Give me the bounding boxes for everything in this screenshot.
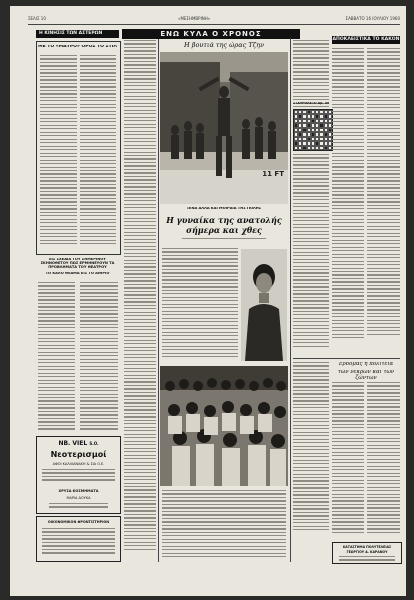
column-divider-2: [290, 38, 291, 562]
feature-text-b: [367, 382, 400, 538]
bottom-right-ad-line2: ΓΕΩΡΓΙΟΥ Δ. ΚΑΡΑΝΟΥ: [346, 550, 388, 554]
paper-name: «ΜΕΣΗΜΒΡΙΝΗ»: [178, 16, 211, 21]
right-main-text-b: [367, 48, 400, 344]
bottom-left-advertisement: [36, 516, 121, 562]
left-article2-title: ΕΙΣ ΣΧΕΔΙΑ ΤΟΥ ΣΗΜΕΡΙΝΟΥ ΣΚΗΝΟΘΕΤΟΥ ΠΩΣ ΕΡΜΗΝΕΥΟΥΝ ΤΑ ΠΡΟΒΛΗΜΑΤΑ ΤΟΥ ΘΕΑΤΡΟΥ: [40, 258, 115, 269]
page-number: ΣΕΛΙΣ 10: [28, 16, 46, 21]
photo1-caption: Η βουτιά της ώρας Τζην: [183, 42, 265, 49]
article-heading-line1: Η γυναίκα της ανατολής: [166, 216, 282, 225]
left-article3-title: ΤΟ ΚΑΛΟ ΘΕΑΜΑ ΕΙΣ ΤΟ ΑΙΘΡΙΟ: [45, 272, 110, 275]
right-main-text-a: [332, 48, 364, 344]
viel-ad-text: [42, 469, 115, 483]
group-photo-image: [160, 366, 288, 486]
bottom-right-ad-text: [339, 556, 395, 562]
column-divider-1: [158, 38, 159, 562]
issue-date: ΣΑΒΒΑΤΟ 16 ΙΟΥΛΙΟΥ 1960: [345, 16, 400, 21]
left-section-banner: Η ΚΙΝΗΣΙΣ ΤΩΝ ΑΣΤΕΡΩΝ: [36, 30, 119, 38]
left-article1-title: ΜΕ ΤΟ «ΜΑΥΡΟ» ΟΡΟΣ ΤΟ ΣΤΙΛ: [38, 45, 117, 49]
left-article1-text-a: [40, 55, 77, 249]
crossword-title: ΣΤΑΥΡΟΛΕΞΟ Αρ. 49: [293, 102, 330, 105]
center-narrow-column-text: [124, 40, 156, 560]
feature-text-a: [332, 382, 364, 538]
viel-owner: ΜΑΡΙΑ ΔΟΥΚΑ: [66, 496, 91, 500]
bottom-right-ad-line1: ΚΑΤΑΣΤΗΜΑ ΠΟΛΥΤΕΛΕΙΑΣ: [342, 545, 392, 549]
article-deck: [162, 238, 286, 244]
group-photo-caption-text: [162, 490, 286, 560]
viel-shop: ΧΡΥΣΑ ΚΟΣΜΗΜΑΤΑ: [58, 489, 99, 493]
newspaper-page: [10, 6, 406, 596]
viel-title: Νεοτερισμοί: [50, 450, 107, 459]
diving-photo: [160, 52, 288, 204]
right-narrow-text-bottom: [293, 362, 329, 538]
right-narrow-text-mid: [293, 154, 329, 354]
group-photo: [160, 366, 288, 486]
viel-company: ΑΦΟΙ ΚΑΛΛΙΑΝΑΚΗ & ΣΙΑ Ο.Ε.: [52, 462, 105, 466]
bottom-right-advertisement: [332, 542, 402, 564]
feature-heading-line2: των νεκρών και των ζώντων: [337, 370, 395, 381]
portrait-photo: [241, 249, 287, 361]
article-heading-line2: σήμερα και χθες: [186, 226, 262, 235]
viel-advertisement: [36, 436, 121, 514]
photo1-sign: 11 FT: [262, 170, 284, 178]
bottom-left-ad-text: [42, 528, 115, 558]
left-article2-text-a: [38, 282, 75, 432]
viel-logo: NB. VIEL S.O.: [58, 440, 99, 447]
portrait-photo-image: [241, 249, 287, 361]
diving-photo-image: [160, 52, 288, 204]
left-article1-text-b: [80, 55, 116, 249]
article-subheading: ΞΕΝΑ ΑΛΛΑ ΚΑΙ ΜΟΙΡΑΙΑ ΤΗΣ ΠΟΛΗΣ: [186, 207, 262, 210]
eastern-woman-article-text: [162, 248, 238, 360]
viel-address-text: [49, 503, 108, 511]
center-feature-banner: ΕΝΩ ΚΥΛΑ Ο ΧΡΟΝΟΣ: [122, 29, 300, 39]
feature-heading-line1: Εβδομάς ή πολιτεία: [338, 362, 394, 367]
left-article2-text-b: [80, 282, 118, 432]
page-header: [28, 12, 400, 24]
bottom-left-ad-title: ΟΙΚΟΝΟΜΙΚΟΝ ΦΡΟΝΤΙΣΤΗΡΙΟΝ: [47, 520, 110, 524]
header-rule: [28, 24, 400, 25]
news-heading-banner: ΑΠΟΚΛΕΙΣΤΙΚΑ ΤΟ ΚΑΚΟΝ: [332, 37, 400, 42]
crossword-grid: [293, 109, 333, 151]
right-section-rule: [293, 358, 400, 359]
